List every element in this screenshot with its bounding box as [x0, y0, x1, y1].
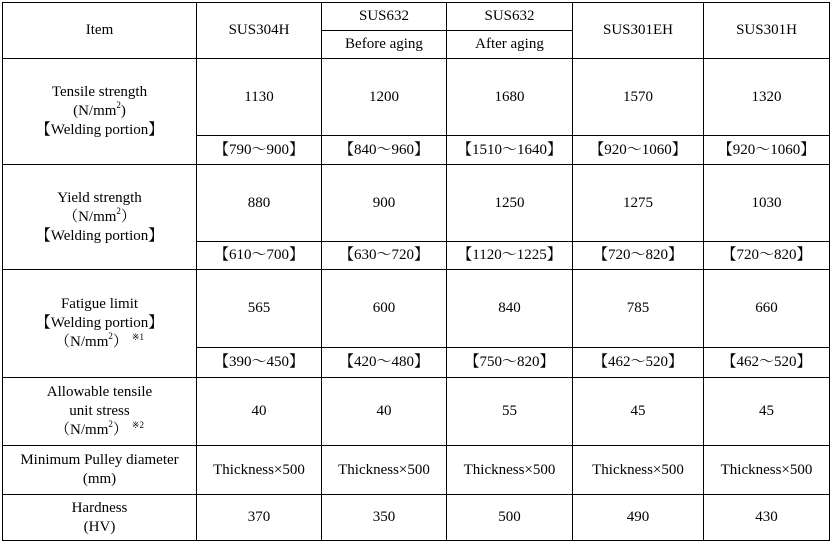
grade-header-sus632-before: SUS632 [322, 3, 447, 31]
pulley-value: Thickness×500 [197, 446, 322, 495]
hardness-value: 370 [197, 495, 322, 541]
allowable-label [3, 378, 197, 446]
footnote-mark: ※1 [131, 331, 144, 342]
yield-label-welding: 【Welding portion】 [35, 227, 164, 244]
fatigue-welding-value: 【420～480】 [322, 348, 447, 378]
hardness-label [3, 495, 197, 541]
fatigue-welding-value: 【390～450】 [197, 348, 322, 378]
yield-row [3, 165, 830, 242]
fatigue-row [3, 270, 830, 348]
tensile-value: 1320 [704, 59, 830, 136]
unit-exponent: 2 [108, 418, 113, 429]
tensile-welding-value: 【840～960】 [322, 136, 447, 165]
unit-close: ) [120, 103, 126, 119]
fatigue-label [3, 270, 197, 378]
allowable-label-name-2: unit stress [69, 402, 130, 419]
pulley-label-name: Minimum Pulley diameter [20, 452, 179, 468]
fatigue-label-name: Fatigue limit [60, 295, 139, 312]
hardness-value: 430 [704, 495, 830, 541]
tensile-value: 1680 [447, 59, 573, 136]
unit-text: （N/mm [55, 421, 109, 438]
unit-exponent: 2 [108, 330, 113, 341]
tensile-row [3, 59, 830, 136]
tensile-label-name: Tensile strength [51, 84, 148, 100]
yield-welding-value: 【720～820】 [573, 242, 704, 270]
pulley-value: Thickness×500 [704, 446, 830, 495]
tensile-label-welding: 【Welding portion】 [35, 122, 164, 138]
allowable-value: 45 [573, 378, 704, 446]
allowable-value: 40 [197, 378, 322, 446]
hardness-label-unit: (HV) [83, 518, 116, 535]
unit-text: （N/mm [55, 333, 109, 350]
unit-close: ） [120, 208, 136, 225]
tensile-welding-value: 【920～1060】 [573, 136, 704, 165]
yield-value: 1030 [704, 165, 830, 242]
fatigue-value: 785 [573, 270, 704, 348]
yield-value: 1275 [573, 165, 704, 242]
fatigue-label-welding: 【Welding portion】 [35, 314, 164, 331]
material-properties-table [2, 2, 830, 541]
tensile-welding-value: 【1510～1640】 [447, 136, 573, 165]
tensile-welding-value: 【920～1060】 [704, 136, 830, 165]
tensile-value: 1200 [322, 59, 447, 136]
yield-welding-value: 【720～820】 [704, 242, 830, 270]
hardness-value: 490 [573, 495, 704, 541]
allowable-label-name: Allowable tensile [46, 383, 153, 400]
fatigue-value: 660 [704, 270, 830, 348]
yield-value: 880 [197, 165, 322, 242]
yield-welding-value: 【630～720】 [322, 242, 447, 270]
unit-exponent: 2 [116, 205, 121, 216]
allowable-label-unit [5, 418, 194, 441]
pulley-value: Thickness×500 [447, 446, 573, 495]
allowable-value: 45 [704, 378, 830, 446]
grade-header-sus301h: SUS301H [704, 3, 830, 59]
tensile-value: 1130 [197, 59, 322, 136]
pulley-label-unit: (mm) [82, 471, 117, 487]
tensile-value: 1570 [573, 59, 704, 136]
fatigue-welding-value: 【750～820】 [447, 348, 573, 378]
unit-exponent: 2 [116, 100, 121, 110]
grade-header-sus304h: SUS304H [197, 3, 322, 59]
allowable-value: 55 [447, 378, 573, 446]
hardness-label-name: Hardness [71, 499, 128, 516]
pulley-value: Thickness×500 [573, 446, 704, 495]
allowable-value: 40 [322, 378, 447, 446]
fatigue-label-unit [5, 330, 194, 353]
pulley-label [3, 446, 197, 495]
header-row [3, 3, 830, 31]
grade-header-sus632-after: SUS632 [447, 3, 573, 31]
pulley-row [3, 446, 830, 495]
grade-header-sus301eh: SUS301EH [573, 3, 704, 59]
hardness-value: 500 [447, 495, 573, 541]
yield-value: 1250 [447, 165, 573, 242]
unit-close: ） [112, 421, 128, 438]
tensile-label [3, 59, 197, 165]
pulley-value: Thickness×500 [322, 446, 447, 495]
allowable-row [3, 378, 830, 446]
tensile-label-unit [5, 102, 194, 121]
fatigue-value: 565 [197, 270, 322, 348]
yield-welding-value: 【610～700】 [197, 242, 322, 270]
before-aging-subheader: Before aging [322, 31, 447, 59]
hardness-value: 350 [322, 495, 447, 541]
yield-welding-value: 【1120～1225】 [447, 242, 573, 270]
unit-close: ） [112, 333, 128, 350]
yield-value: 900 [322, 165, 447, 242]
yield-label-name: Yield strength [57, 189, 142, 206]
after-aging-subheader: After aging [447, 31, 573, 59]
unit-text: （N/mm [63, 208, 117, 225]
yield-label [3, 165, 197, 270]
fatigue-value: 600 [322, 270, 447, 348]
tensile-welding-value: 【790～900】 [197, 136, 322, 165]
fatigue-welding-value: 【462～520】 [573, 348, 704, 378]
fatigue-value: 840 [447, 270, 573, 348]
item-header: Item [3, 3, 197, 59]
unit-text: (N/mm [73, 103, 117, 119]
fatigue-welding-value: 【462～520】 [704, 348, 830, 378]
hardness-row [3, 495, 830, 541]
yield-label-unit [5, 205, 194, 227]
footnote-mark: ※2 [131, 419, 144, 430]
